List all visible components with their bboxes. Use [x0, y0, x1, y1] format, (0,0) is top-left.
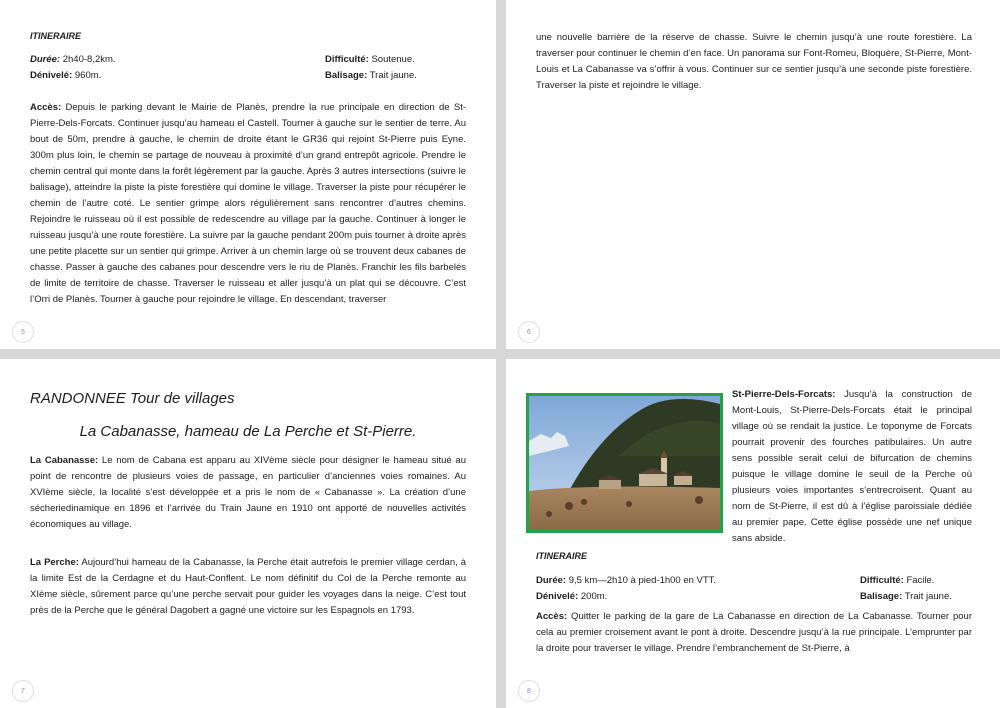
perche-text: Aujourd’hui hameau de la Cabanasse, la Perche était autrefois le premier village cerdan, à la limite Est de la Cerdagne et du Haut-Conflent. Le nom définitif du Col de la Perche remonte au XIème siècle, sûrement parce qu’une perche servait pour guider les voyages dans la neige. C’est tout près de la Perche que le général Dagobert a gagné une victoire sur les Espagnols en 1793. — [30, 557, 466, 616]
village-photo — [526, 393, 723, 533]
access-text: Quitter le parking de la gare de La Cabanasse en direction de La Cabanasse. Tourner pour cela au premier croisement avant le pont à droite. Descendre jusqu’à la rue principale. L’emprunter par la droite pour traverser le village. Prendre l’embranchement de St-Pierre, à — [536, 611, 972, 654]
elevation — [536, 591, 607, 602]
page-number: 7 — [12, 680, 34, 702]
elevation — [30, 70, 101, 81]
difficulty-value: Soutenue. — [368, 54, 415, 65]
itinerary-title: ITINERAIRE — [536, 551, 588, 561]
page-subheading: La Cabanasse, hameau de La Perche et St-Pierre. — [79, 423, 417, 440]
marking-label: Balisage: — [860, 591, 903, 602]
duration — [536, 575, 716, 586]
access-text: Depuis le parking devant le Mairie de Planès, prendre la rue principale en direction de St-Pierre-Dels-Forcats. Continuer jusqu’au hameau el Castell. Tourner à gauche sur le sentier de terre. Au bout de 50m, prendre à gauche, le chemin de droite étant le GR36 qui rejoint St-Pierre puis Eyne. 300m plus loin, le chemin se partage de nouveau à proximité d’un grand entrepôt agricole. Prendre le chemin central qui monte dans la forêt légèrement par la gauche. Après 3 autres intersections (suivre le balisage), atteindre la piste la piste forestière qui domine le village. Traverser la piste pour récupérer le chemin de l’autre coté. Le sentier grimpe alors régulièrement sans rencontrer d’autres chemins. Rejoindre le ruisseau où il est possible de redescendre au village par la gauche. Continuer à longer le ruisseau jusqu’à une route forestière. La suivre par la gauche pendant 200m puis tourner à droite après une petite placette sur un sentier qui grimpe. Arriver à un chemin large où se trouvent deux cabanes de chasse. Passer à gauche des cabanes pour descendre vers le riu de Planès. Franchir les fils barbelés de limite de territoire de chasse. Traverser le ruisseau et aller jusqu’à un plat qui se découvre. C’est l’Orri de Planès. Tourner à gauche pour rejoindre le village. En descendant, traverser — [30, 102, 466, 305]
difficulty-label: Difficulté: — [325, 54, 369, 65]
page-6 — [506, 0, 1000, 349]
page-number: 5 — [12, 321, 34, 343]
page-number: 6 — [518, 321, 540, 343]
stpierre-label: St-Pierre-Dels-Forcats: — [732, 389, 836, 400]
duration-label: Durée: — [30, 54, 61, 65]
difficulty — [325, 54, 415, 65]
difficulty — [860, 575, 934, 586]
duration-value: 2h40-8,2km. — [60, 54, 116, 65]
difficulty-label: Difficulté: — [860, 575, 904, 586]
elevation-label: Dénivelé: — [536, 591, 579, 602]
cabanasse-text: Le nom de Cabana est apparu au XIVème siècle pour désigner le hameau situé au point de rencontre de plusieurs voies de passage, en particulier d’anciennes voies romaines. Au XVIème siècle, la localité s’est développée et a pris le nom de « Cabanasse ». La création d’une sécheriedinamique en 1896 et l’arrivée du Train Jaune en 1910 ont apporté de nouvelles activités économiques au village. — [30, 455, 466, 530]
page-8 — [506, 359, 1000, 708]
page-heading: RANDONNEE Tour de villages — [30, 390, 235, 407]
marking-value: Trait jaune. — [367, 70, 417, 81]
difficulty-value: Facile. — [903, 575, 935, 586]
page-5 — [0, 0, 496, 349]
page-number: 8 — [518, 680, 540, 702]
perche-label: La Perche: — [30, 557, 79, 568]
continuation-paragraph: une nouvelle barrière de la réserve de chasse. Suivre le chemin jusqu’à une route forestière. La traverser pour continuer le chemin d’en face. Un panorama sur Font-Romeu, Bloquère, St-Pierre, Mont-Louis et La Cabanasse va s’offrir à vous. Continuer sur ce sentier jusqu’à une seconde piste forestière. Traverser la piste et rejoindre le village. — [536, 32, 972, 91]
access-label: Accès: — [30, 102, 62, 113]
marking-label: Balisage: — [325, 70, 368, 81]
cabanasse-paragraph — [30, 453, 466, 533]
access-label: Accès: — [536, 611, 568, 622]
access-paragraph — [30, 100, 466, 308]
page-7 — [0, 359, 496, 708]
perche-paragraph — [30, 555, 466, 619]
marking-value: Trait jaune. — [902, 591, 952, 602]
marking — [860, 591, 952, 602]
elevation-value: 200m. — [578, 591, 608, 602]
elevation-label: Dénivelé: — [30, 70, 73, 81]
stpierre-text: Jusqu’à la construction de Mont-Louis, St-Pierre-Dels-Forcats était le principal village où se rendait la justice. Le toponyme de Forcats pourrait provenir des fourches patibulaires. Un autre sens possible serait celui de bifurcation de chemins puisque le village domine le seuil de la Perche où plusieurs voies importantes s’entrecroisent. Quant au nom de St-Pierre, il est dû à l’église paroissiale dédiée au premier pape. Cette église possède une nef unique sans abside. — [732, 389, 972, 544]
stpierre-paragraph — [732, 387, 972, 547]
elevation-value: 960m. — [72, 70, 102, 81]
duration — [30, 54, 116, 65]
itinerary-title: ITINERAIRE — [30, 31, 82, 41]
access-paragraph — [536, 609, 972, 657]
mountain-village-image — [529, 396, 720, 530]
duration-value: 9,5 km—2h10 à pied-1h00 en VTT. — [566, 575, 717, 586]
duration-label: Durée: — [536, 575, 567, 586]
marking — [325, 70, 417, 81]
cabanasse-label: La Cabanasse: — [30, 455, 99, 466]
